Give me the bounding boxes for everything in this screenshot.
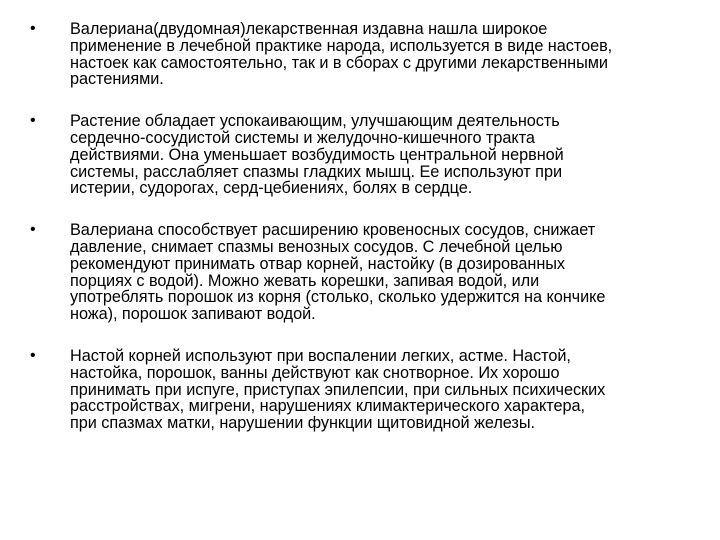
text-line: принимать при испуге, приступах эпилепсии, при сильных психических (70, 380, 606, 399)
text-line: сердечно-сосудистой системы и желудочно-кишечного тракта (70, 128, 535, 147)
text-line: настойка, порошок, ванны действуют как снотворное. Их хорошо (70, 363, 560, 382)
text-line: Настой корней используют при воспалении легких, астме. Настой, (70, 346, 571, 365)
bullet-list (30, 21, 700, 432)
text-line: рекомендуют принимать отвар корней, настойку (в дозированных (70, 254, 566, 273)
text-line: ножа), порошок запивают водой. (70, 305, 316, 324)
bullet-text (70, 113, 700, 197)
text-line: порциях с водой). Можно жевать корешки, запивая водой, или (70, 271, 540, 290)
text-line: расстройствах, мигрени, нарушениях климактерического характера, (70, 397, 585, 416)
text-line: Валериана(двудомная)лекарственная издавна нашла широкое (70, 20, 548, 38)
bullet-icon: • (30, 112, 36, 130)
bullet-icon: • (30, 346, 36, 364)
text-line: давление, снимает спазмы венозных сосудов. С лечебной целью (70, 237, 563, 256)
text-line: настоек как самостоятельно, так и в сборах с другими лекарственными (70, 53, 608, 72)
bullet-text (70, 21, 700, 88)
text-line: применение в лечебной практике народа, используется в виде настоев, (70, 36, 613, 55)
text-line: истерии, судорогах, серд-цебиениях, болях в сердце. (70, 179, 473, 198)
bullet-item-3 (30, 222, 700, 323)
text-line: растениями. (70, 70, 164, 89)
bullet-text (70, 348, 700, 432)
text-line: системы, расслабляет спазмы гладких мышц. Ее используют при (70, 162, 562, 181)
bullet-text (70, 222, 700, 323)
bullet-item-2 (30, 113, 700, 197)
text-line: Валериана способствует расширению кровеносных сосудов, снижает (70, 221, 596, 240)
text-line: употреблять порошок из корня (столько, сколько удержится на кончике (70, 288, 606, 307)
bullet-item-1 (30, 21, 700, 88)
text-line: Растение обладает успокаивающим, улучшающим деятельность (70, 112, 560, 131)
bullet-icon: • (30, 221, 36, 239)
text-line: при спазмах матки, нарушении функции щитовидной железы. (70, 414, 535, 433)
bullet-icon: • (30, 20, 36, 37)
text-line: действиями. Она уменьшает возбудимость центральной нервной (70, 145, 564, 164)
bullet-item-4 (30, 348, 700, 432)
